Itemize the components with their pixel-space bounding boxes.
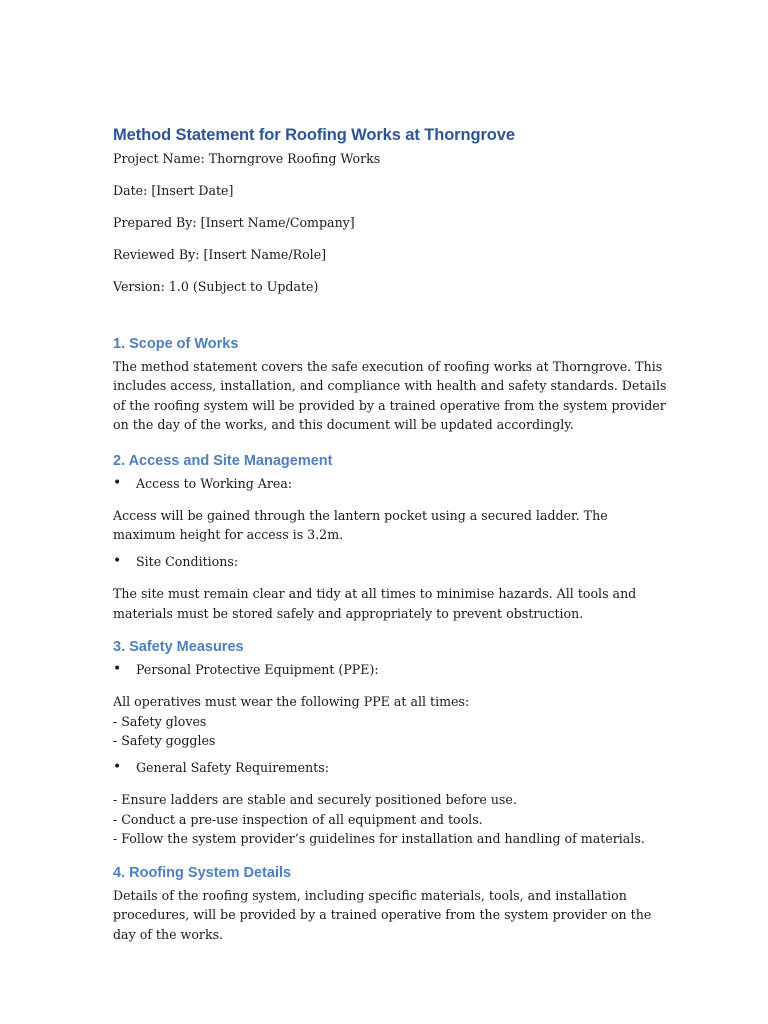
project-name: Project Name: Thorngrove Roofing Works [113,151,381,166]
document-title: Method Statement for Roofing Works at Thorngrove [113,126,515,144]
section-1-body: The method statement covers the safe execution of roofing works at Thorngrove. This includes access, installation, and compliance with health and safety standards. Details of the roofing system will be provided by a trained operative from the system provider on the day of the works, and this document will be updated accordingly. [113,358,667,432]
bullet-icon: • [113,553,122,569]
bullet-icon: • [113,661,122,677]
list-item [113,758,673,778]
document-body [113,124,673,944]
reviewed-by: Reviewed By: [Insert Name/Role] [113,247,327,262]
bullet-text: Site Conditions: [136,554,239,569]
list-item [113,660,673,680]
ppe-item: - Safety goggles [113,733,216,748]
ppe-paragraph [113,692,673,751]
site-conditions-paragraph: The site must remain clear and tidy at all times to minimise hazards. All tools and materials must be stored safely and appropriately to prevent obstruction. [113,586,637,621]
bullet-icon: • [113,759,122,775]
access-paragraph: Access will be gained through the lantern pocket using a secured ladder. The maximum height for access is 3.2m. [113,507,608,542]
section-1-heading: 1. Scope of Works [113,335,239,352]
ppe-intro: All operatives must wear the following PPE at all times: [113,694,470,709]
bullet-text: Access to Working Area: [136,475,293,491]
section-2-heading: 2. Access and Site Management [113,452,333,469]
version: Version: 1.0 (Subject to Update) [113,279,319,294]
date: Date: [Insert Date] [113,183,234,198]
section-3-heading: 3. Safety Measures [113,639,244,655]
list-item [113,474,673,494]
requirement-item: - Ensure ladders are stable and securely positioned before use. [113,792,517,807]
bullet-icon: • [113,474,122,491]
bullet-text: Personal Protective Equipment (PPE): [136,662,379,677]
requirement-item: - Follow the system provider’s guidelines for installation and handling of materials. [113,831,645,846]
section-4-heading: 4. Roofing System Details [113,864,292,881]
requirements-paragraph [113,790,673,849]
section-4-body: Details of the roofing system, including specific materials, tools, and installation procedures, will be provided by a trained operative from the system provider on the day of the works. [113,887,652,942]
ppe-item: - Safety gloves [113,713,207,729]
list-item [113,552,673,572]
bullet-text: General Safety Requirements: [136,760,329,775]
prepared-by: Prepared By: [Insert Name/Company] [113,215,355,230]
document-meta [113,149,673,297]
requirement-item: - Conduct a pre-use inspection of all equipment and tools. [113,811,483,827]
